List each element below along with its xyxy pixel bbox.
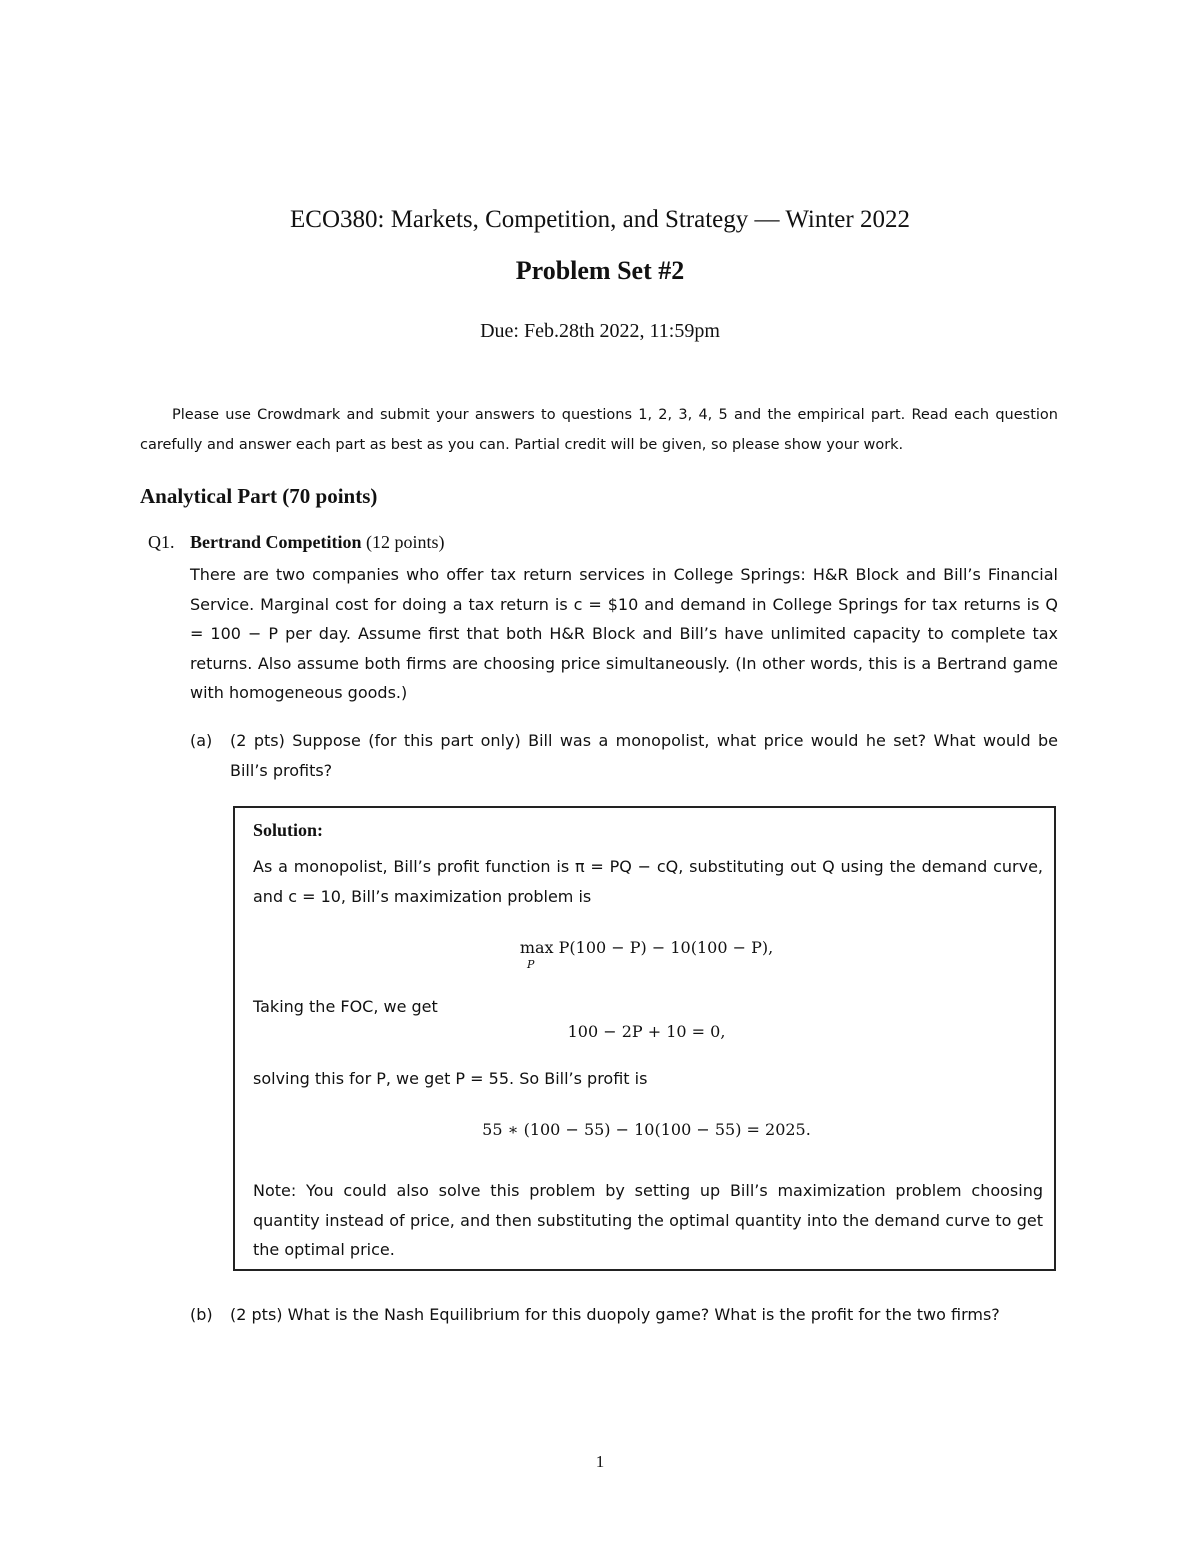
page-number: 1 [595,1452,605,1471]
problem-set-title: Problem Set #2 [515,256,685,285]
question-points: (12 points) [365,532,445,552]
solution-paragraph: Taking the FOC, we get [253,997,438,1016]
part-b-label: (b) [190,1305,213,1324]
solution-box [233,806,1056,1271]
part-a-text: (2 pts) Suppose (for this part only) Bill was a monopolist, what price would he set? What would be Bill’s profits? [230,731,1058,780]
section-heading: Analytical Part (70 points) [140,484,378,508]
part-a [190,726,1058,785]
question-heading [148,532,444,553]
solution-paragraph: solving this for P, we get P = 55. So Bill’s profit is [253,1069,648,1088]
solution-heading: Solution: [253,820,324,840]
course-title: ECO380: Markets, Competition, and Strategy — Winter 2022 [290,206,910,233]
instructions-paragraph: Please use Crowdmark and submit your answers to questions 1, 2, 3, 4, 5 and the empirical part. Read each question carefully and answer each part as best as you can. Partial credit will be given, so please show your work. [140,407,1058,453]
question-number: Q1. [148,532,175,552]
part-a-label: (a) [190,731,213,750]
part-b-text: (2 pts) What is the Nash Equilibrium for this duopoly game? What is the profit for the two firms? [230,1305,1000,1324]
question-title: Bertrand Competition [190,532,362,552]
question-body: There are two companies who offer tax return services in College Springs: H&R Block and Bill’s Financial Service. Marginal cost for doing a tax return is c = $10 and demand in College Springs for tax returns is Q = 100 − P per day. Assume first that both H&R Block and Bill’s have unlimited capacity to complete tax returns. Also assume both firms are choosing price simultaneously. (In other words, this is a Bertrand game with homogeneous goods.) [190,565,1058,702]
solution-note: Note: You could also solve this problem by setting up Bill’s maximization problem choosing quantity instead of price, and then substituting the optimal quantity into the demand curve to get the optimal price. [253,1181,1043,1259]
equation-profit: 55 ∗ (100 − 55) − 10(100 − 55) = 2025. [482,1120,811,1139]
equation-maximization: max P(100 − P) − 10(100 − P), [519,938,774,957]
equation-subscript: P [527,958,535,971]
equation-foc: 100 − 2P + 10 = 0, [567,1022,726,1041]
solution-paragraph: As a monopolist, Bill’s profit function is π = PQ − cQ, substituting out Q using the demand curve, and c = 10, Bill’s maximization problem is [253,857,1043,906]
part-b [190,1300,1058,1330]
due-date: Due: Feb.28th 2022, 11:59pm [480,320,720,342]
